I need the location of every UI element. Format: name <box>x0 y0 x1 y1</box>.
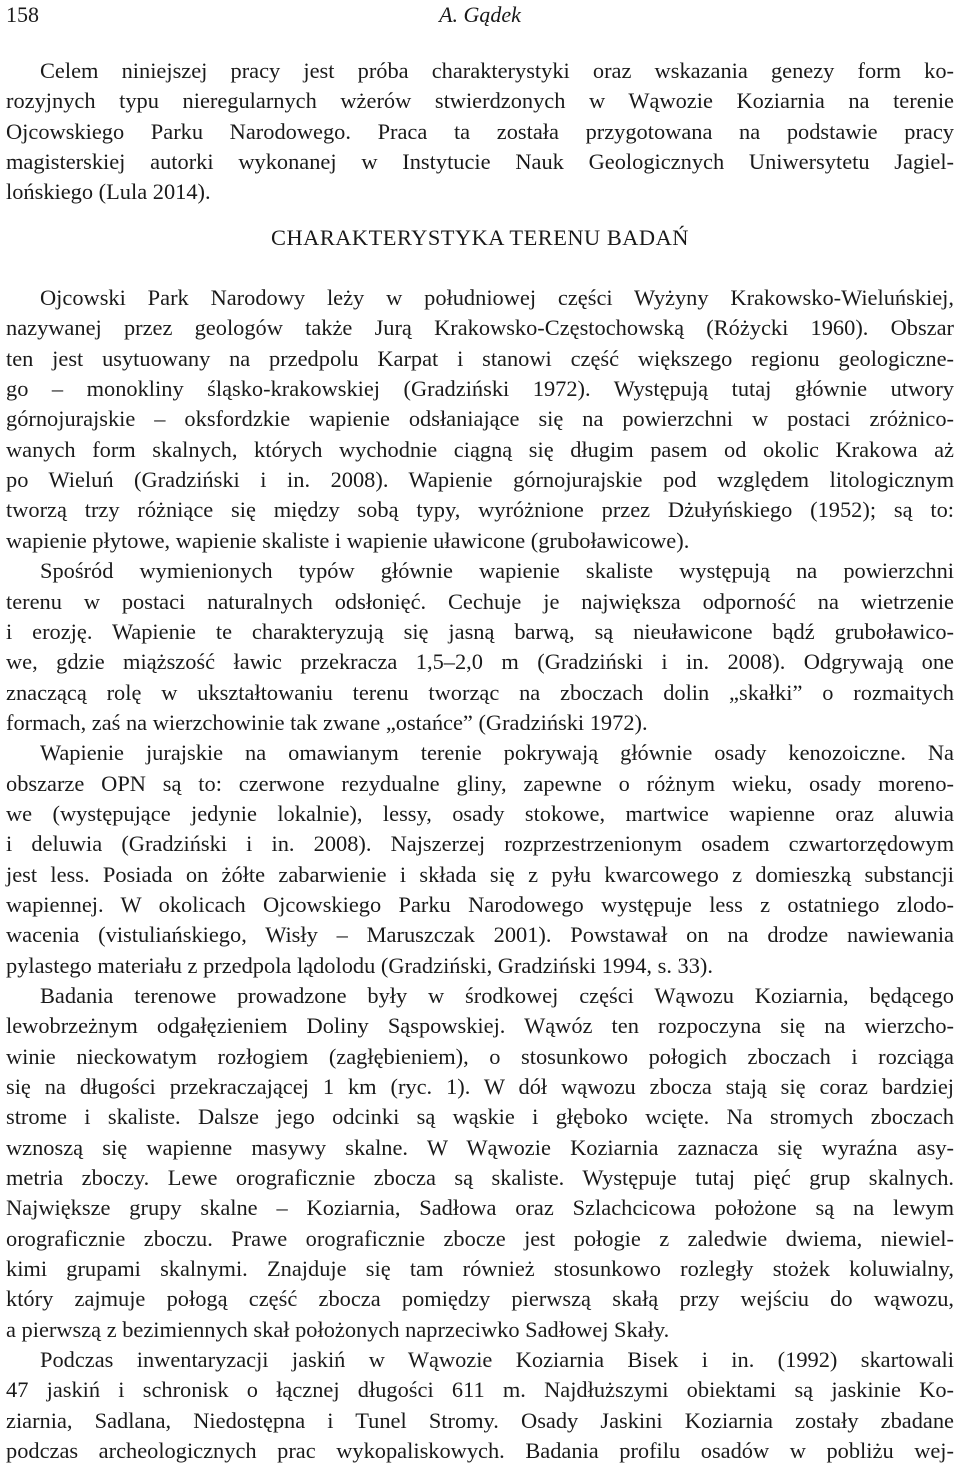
text-line: a pierwszą z bezimiennych skał położonych naprzeciwko Sadłowej Skały. <box>6 1316 670 1342</box>
text-line: i erozję. Wapienie te charakteryzują się jasną barwą, są nieuławicone bądź gruboławico- <box>6 618 954 644</box>
text-line: Podczas inwentaryzacji jaskiń w Wąwozie Koziarnia Bisek i in. (1992) skartowali <box>40 1347 954 1373</box>
text-line: Ojcowskiego Parku Narodowego. Praca ta została przygotowana na podstawie pracy <box>6 118 954 144</box>
running-head-author: A. Gądek <box>439 2 521 27</box>
text-line: go – monokliny śląsko-krakowskiej (Gradziński 1972). Występują tutaj głównie utwory <box>6 376 954 402</box>
text-line: orograficznie zboczu. Prawe orograficznie zbocze jest połogie z zaledwie dwiema, niewiel- <box>6 1225 954 1251</box>
text-line: wacenia (vistuliańskiego, Wisły – Maruszczak 2001). Powstawał on na drodze nawiewania <box>6 922 954 948</box>
text-line: Spośród wymienionych typów głównie wapienie skaliste występują na powierzchni <box>40 558 954 584</box>
text-line: wznoszą się wapienne masywy skalne. W Wąwozie Koziarnia zaznacza się wyraźna asy- <box>6 1134 954 1160</box>
section-heading: CHARAKTERYSTYKA TERENU BADAŃ <box>271 224 689 250</box>
text-line: we (występujące jedynie lokalnie), lessy, osady stokowe, martwice wapienne oraz aluwia <box>6 800 954 826</box>
text-line: Największe grupy skalne – Koziarnia, Sadłowa oraz Szlachcicowa położone są na lewym <box>6 1195 954 1221</box>
text-line: obszarze OPN są to: czerwone rezydualne gliny, zapewne o różnym wieku, osady moreno- <box>6 770 954 796</box>
text-line: winie nieckowatym rozłogiem (zagłębieniem), o stosunkowo połogich zboczach i rozciąga <box>6 1043 954 1069</box>
text-line: terenu w postaci naturalnych odsłonięć. Cechuje je największa odporność na wietrzenie <box>6 588 954 614</box>
text-line: Celem niniejszej pracy jest próba charakterystyki oraz wskazania genezy form ko- <box>40 58 954 83</box>
text-line: formach, zaś na wierzchowinie tak zwane „ostańce” (Gradziński 1972). <box>6 709 648 735</box>
text-line: lewobrzeżnym odgałęzieniem Doliny Sąspowskiej. Wąwóz ten rozpoczyna się na wierzcho- <box>6 1013 954 1039</box>
text-line: 47 jaskiń i schronisk o łącznej długości 611 m. Najdłuższymi obiektami są jaskinie Ko- <box>6 1377 954 1403</box>
text-line: rozyjnych typu nieregularnych wżerów stwierdzonych w Wąwozie Koziarnia na terenie <box>6 88 954 114</box>
text-line: znaczącą rolę w ukształtowaniu terenu tworząc na zboczach dolin „skałki” o rozmaitych <box>6 679 954 705</box>
page-number: 158 <box>6 2 39 27</box>
text-line: po Wieluń (Gradziński i in. 2008). Wapienie górnojurajskie pod względem litologicznym <box>6 467 954 493</box>
text-line: który zajmuje połogą część zbocza pomiędzy pierwszą skałą przy wejściu do wąwozu, <box>6 1286 954 1312</box>
text-line: górnojurajskie – oksfordzkie wapienie odsłaniające się na powierzchni w postaci zróżnico- <box>6 406 954 432</box>
text-line: tworzą trzy różniące się między sobą typy, wyróżnione przez Dżułyńskiego (1952); są to: <box>6 497 954 523</box>
text-line: wapiennej. W okolicach Ojcowskiego Parku Narodowego występuje less z ostatniego zlodo- <box>6 891 954 917</box>
text-line: magisterskiej autorki wykonanej w Instytucie Nauk Geologicznych Uniwersytetu Jagiel- <box>6 149 954 175</box>
text-line: wapienie płytowe, wapienie skaliste i wapienie uławicone (gruboławicowe). <box>6 527 690 553</box>
page-body <box>6 56 954 1466</box>
text-line: lońskiego (Lula 2014). <box>6 179 211 205</box>
text-line: Ojcowski Park Narodowy leży w południowej części Wyżyny Krakowsko-Wieluńskiej, <box>40 285 954 311</box>
text-line: ziarnia, Sadlana, Niedostępna i Tunel Stromy. Osady Jaskini Koziarnia zostały zbadane <box>6 1407 954 1433</box>
text-line: Badania terenowe prowadzone były w środkowej części Wąwozu Koziarnia, będącego <box>40 982 954 1008</box>
text-line: i deluwia (Gradziński i in. 2008). Najszerzej rozprzestrzenionym osadem czwartorzędowym <box>6 831 954 857</box>
text-line: podczas archeologicznych prac wykopaliskowych. Badania profilu osadów w pobliżu wej- <box>6 1438 954 1464</box>
text-line: pylastego materiału z przedpola lądolodu (Gradziński, Gradziński 1994, s. 33). <box>6 952 713 978</box>
text-line: się na długości przekraczającej 1 km (ryc. 1). W dół wąwozu zbocza stają się coraz bardziej <box>6 1074 954 1099</box>
text-line: Wapienie jurajskie na omawianym terenie pokrywają głównie osady kenozoiczne. Na <box>40 740 954 766</box>
text-line: jest less. Posiada on żółte zabarwienie i składa się z pyłu kwarcowego z domieszką substancji <box>6 861 954 887</box>
text-line: kimi grupami skalnymi. Znajduje się tam również stosunkowo rozległy stożek koluwialny, <box>6 1256 954 1282</box>
text-line: wanych form skalnych, których wychodnie ciągną się długim pasem od okolic Krakowa aż <box>6 436 954 462</box>
page-header <box>6 0 954 32</box>
text-line: ten jest usytuowany na przedpolu Karpat i stanowi część większego regionu geologiczne- <box>6 345 954 371</box>
text-line: we, gdzie miąższość ławic przekracza 1,5–2,0 m (Gradziński i in. 2008). Odgrywają one <box>6 649 954 675</box>
text-line: nazywanej przez geologów także Jurą Krakowsko-Częstochowską (Różycki 1960). Obszar <box>6 315 954 341</box>
text-line: strome i skaliste. Dalsze jego odcinki są wąskie i głęboko wcięte. Na stromych zboczach <box>6 1104 954 1130</box>
text-line: metria zboczy. Lewe orograficznie zbocza są skaliste. Występuje tutaj pięć grup skalnych. <box>6 1165 954 1191</box>
